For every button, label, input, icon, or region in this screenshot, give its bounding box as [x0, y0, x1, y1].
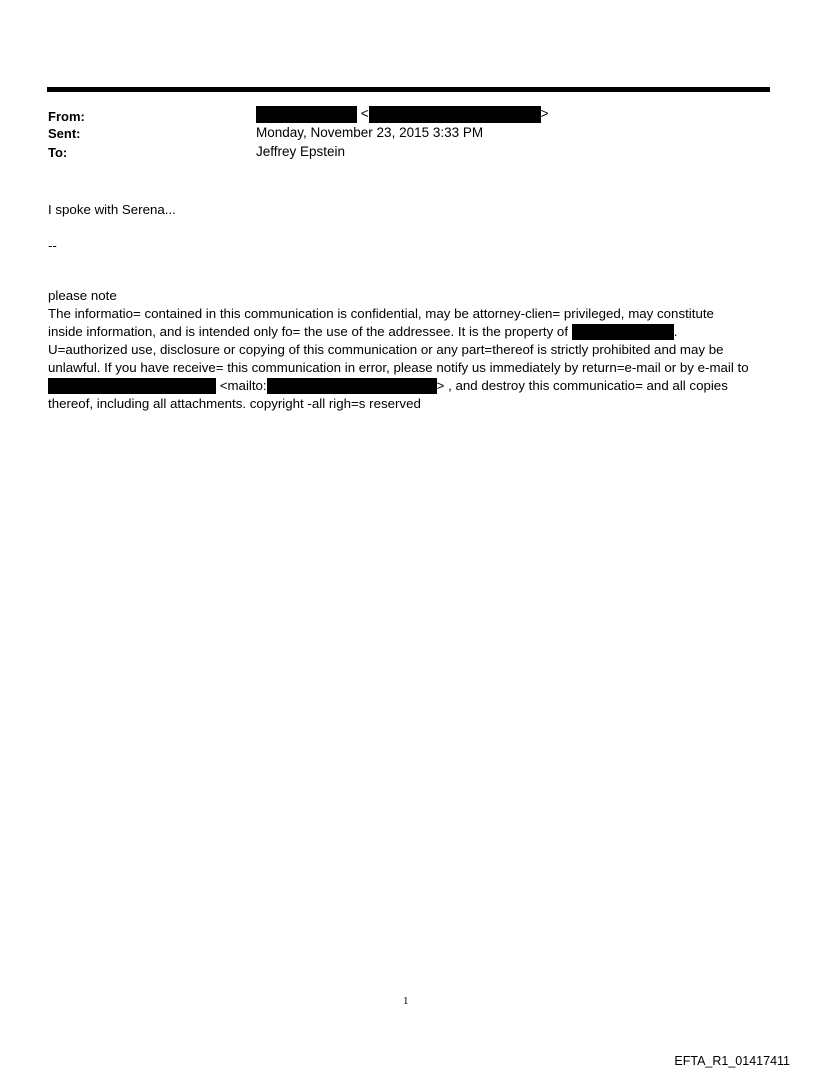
from-value	[256, 106, 549, 123]
disclaimer-line-2-text: inside information, and is intended only fo= the use of the addressee. It is the property of	[48, 324, 569, 339]
redacted-contact-name	[48, 378, 216, 394]
message-line: I spoke with Serena...	[48, 202, 176, 217]
bates-number: EFTA_R1_01417411	[674, 1054, 790, 1068]
redacted-sender-email	[369, 106, 541, 123]
header-rule	[47, 87, 770, 92]
sent-label: Sent:	[48, 126, 81, 141]
redacted-contact-email	[267, 378, 437, 394]
signature-separator: --	[48, 238, 57, 253]
redacted-company	[572, 324, 674, 340]
redacted-sender-name	[256, 106, 357, 123]
page-number: 1	[403, 995, 409, 1007]
disclaimer-line-5-text: > , and destroy this communicatio= and all copies	[436, 378, 728, 393]
from-close-bracket: >	[540, 106, 549, 122]
from-label: From:	[48, 109, 85, 124]
disclaimer-line-1: The informatio= contained in this communication is confidential, may be attorney-clien= privileged, may constitute	[48, 306, 714, 321]
to-value: Jeffrey Epstein	[256, 144, 346, 159]
mailto-open: <mailto:	[219, 378, 267, 393]
disclaimer-line-6: thereof, including all attachments. copyright -all righ=s reserved	[48, 396, 421, 411]
disclaimer-line-4: unlawful. If you have receive= this communication in error, please notify us immediately by return=e-mail or by e-mail to	[48, 360, 749, 375]
disclaimer-line-3: U=authorized use, disclosure or copying of this communication or any part=thereof is strictly prohibited and may be	[48, 342, 724, 357]
sent-value: Monday, November 23, 2015 3:33 PM	[256, 125, 484, 140]
disclaimer-line-2	[48, 323, 677, 341]
disclaimer-line-2-end: .	[673, 324, 678, 339]
from-open-bracket: <	[360, 106, 369, 122]
to-label: To:	[48, 145, 68, 160]
note-title: please note	[48, 288, 117, 303]
disclaimer-line-5	[48, 377, 728, 395]
